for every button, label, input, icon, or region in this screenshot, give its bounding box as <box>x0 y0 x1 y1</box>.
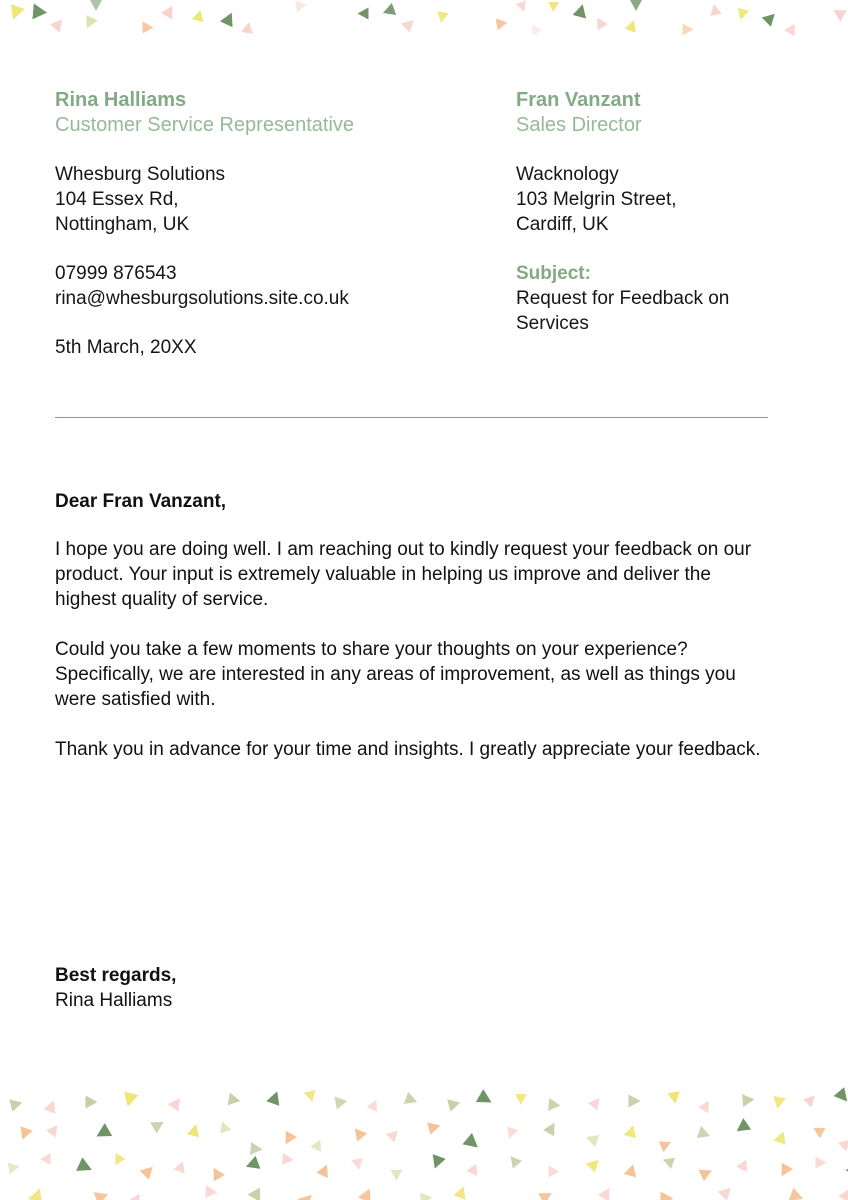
confetti-triangle <box>366 1097 382 1112</box>
recipient-title: Sales Director <box>516 114 642 136</box>
confetti-triangle <box>708 3 722 16</box>
confetti-triangle <box>50 15 68 33</box>
confetti-triangle <box>573 2 590 18</box>
sender-contact <box>55 261 485 311</box>
confetti-triangle <box>776 1163 793 1180</box>
recipient-block <box>516 88 768 336</box>
sender-email: rina@whesburgsolutions.site.co.uk <box>55 288 349 309</box>
confetti-triangle <box>241 21 255 34</box>
confetti-triangle <box>736 1157 752 1172</box>
confetti-triangle <box>697 1126 713 1142</box>
confetti-triangle <box>588 1094 604 1110</box>
confetti-triangle <box>28 1186 47 1200</box>
confetti-triangle <box>830 4 847 21</box>
confetti-triangle <box>9 1096 24 1112</box>
confetti-triangle <box>350 1124 368 1142</box>
confetti-triangle <box>304 1090 318 1104</box>
confetti-triangle <box>81 15 98 31</box>
confetti-triangle <box>358 8 369 20</box>
confetti-triangle <box>435 11 449 24</box>
confetti-triangle <box>506 1152 522 1168</box>
confetti-triangle <box>8 1161 21 1175</box>
confetti-triangle <box>773 1129 789 1145</box>
confetti-triangle <box>538 1187 555 1200</box>
confetti-triangle <box>533 25 543 36</box>
confetti-triangle <box>516 0 530 13</box>
confetti-triangle <box>735 8 749 22</box>
confetti-triangle <box>351 1158 365 1171</box>
confetti-triangle <box>334 1095 348 1110</box>
confetti-triangle <box>358 1186 376 1200</box>
confetti-triangle <box>816 1157 827 1169</box>
confetti-triangle <box>216 1119 231 1133</box>
recipient-address-line2: Cardiff, UK <box>516 214 609 235</box>
signature-name: Rina Halliams <box>55 990 173 1011</box>
confetti-triangle <box>810 1123 826 1139</box>
subject-label: Subject: <box>516 263 591 284</box>
confetti-triangle <box>168 1094 186 1111</box>
confetti-triangle <box>698 1165 714 1182</box>
confetti-triangle <box>192 9 206 23</box>
confetti-triangle <box>733 1118 752 1137</box>
confetti-triangle <box>187 1123 203 1138</box>
confetti-triangle <box>173 1159 188 1173</box>
confetti-triangle <box>624 1163 640 1178</box>
confetti-triangle <box>667 1091 682 1105</box>
confetti-triangle <box>718 1183 736 1200</box>
confetti-triangle <box>208 1165 225 1182</box>
confetti-triangle <box>243 1156 260 1174</box>
subject-block <box>516 261 768 336</box>
confetti-triangle <box>90 0 102 11</box>
confetti-triangle <box>310 1137 326 1152</box>
confetti-triangle <box>586 1155 604 1173</box>
confetti-triangle <box>46 1122 62 1138</box>
confetti-triangle <box>266 1089 284 1106</box>
recipient-address-line1: 103 Melgrin Street, <box>516 189 677 210</box>
recipient-name: Fran Vanzant <box>516 89 641 111</box>
confetti-triangle <box>844 1161 848 1177</box>
confetti-triangle <box>453 1184 469 1200</box>
confetti-triangle <box>496 17 509 31</box>
body-paragraph: Thank you in advance for your time and insights. I greatly appreciate your feedback. <box>55 739 761 760</box>
confetti-triangle <box>93 1123 113 1143</box>
confetti-triangle <box>624 1124 640 1139</box>
header-divider <box>55 417 768 418</box>
confetti-triangle <box>427 1119 442 1135</box>
signoff-block <box>55 963 176 1013</box>
greeting: Dear Fran Vanzant, <box>55 491 227 512</box>
confetti-triangle <box>548 2 559 12</box>
confetti-triangle <box>43 1098 59 1114</box>
confetti-triangle <box>683 24 694 36</box>
confetti-triangle <box>110 1153 126 1169</box>
body-paragraph: I hope you are doing well. I am reaching out to kindly request your feedback on our product. Your input is extremely valuable in helping us improve and deliver the highest quality of service. <box>55 539 752 610</box>
confetti-triangle <box>788 1188 805 1200</box>
confetti-triangle <box>698 1098 714 1114</box>
closing-text: Best regards, <box>55 965 177 986</box>
letter-body <box>55 489 761 787</box>
sender-address-line1: 104 Essex Rd, <box>55 189 179 210</box>
sender-title: Customer Service Representative <box>55 114 355 136</box>
confetti-triangle <box>205 1185 218 1199</box>
sender-address <box>55 162 485 237</box>
sender-address-line2: Nottingham, UK <box>55 214 190 235</box>
confetti-triangle <box>584 1131 600 1147</box>
confetti-triangle <box>280 1131 297 1148</box>
confetti-triangle <box>784 21 800 37</box>
confetti-triangle <box>503 1126 518 1140</box>
confetti-triangle <box>762 9 780 27</box>
confetti-triangle <box>771 1096 786 1110</box>
confetti-triangle <box>466 1161 482 1176</box>
confetti-triangle <box>6 4 25 22</box>
confetti-triangle <box>250 1142 263 1156</box>
confetti-triangle <box>624 18 639 32</box>
confetti-triangle <box>838 1186 848 1200</box>
confetti-triangle <box>161 3 178 20</box>
confetti-triangle <box>598 1185 615 1200</box>
confetti-triangle <box>833 1087 848 1106</box>
confetti-triangle <box>592 15 608 31</box>
confetti-triangle <box>447 1096 462 1112</box>
confetti-triangle <box>76 1157 95 1177</box>
confetti-triangle <box>462 1133 482 1153</box>
confetti-triangle <box>476 1089 496 1109</box>
subject-text: Request for Feedback on Services <box>516 288 730 334</box>
confetti-triangle <box>658 1137 673 1153</box>
confetti-triangle <box>40 1150 56 1166</box>
sender-name: Rina Halliams <box>55 89 187 111</box>
confetti-triangle <box>143 22 154 34</box>
confetti-triangle <box>515 1094 527 1105</box>
confetti-triangle <box>86 1096 98 1109</box>
body-paragraph: Could you take a few moments to share your thoughts on your experience? Specifically, we are interested in any areas of improvement, as well as things you were satisfied with. <box>55 639 736 710</box>
confetti-triangle <box>629 1095 641 1108</box>
confetti-triangle <box>390 1165 406 1181</box>
confetti-triangle <box>16 1126 32 1142</box>
confetti-triangle <box>838 1135 848 1151</box>
confetti-triangle <box>630 0 642 11</box>
confetti-triangle <box>386 1126 402 1142</box>
confetti-triangle <box>419 1191 433 1200</box>
confetti-triangle <box>291 0 306 14</box>
confetti-triangle <box>150 1116 167 1133</box>
sender-phone: 07999 876543 <box>55 263 177 284</box>
confetti-triangle <box>282 1153 294 1166</box>
confetti-triangle <box>742 1093 755 1107</box>
confetti-triangle <box>93 1188 110 1200</box>
confetti-triangle <box>401 15 419 33</box>
sender-company: Whesburg Solutions <box>55 164 226 185</box>
confetti-triangle <box>543 1120 560 1137</box>
confetti-triangle <box>120 1091 138 1108</box>
confetti-triangle <box>140 1162 158 1180</box>
confetti-triangle <box>661 1154 675 1169</box>
confetti-triangle <box>32 3 47 20</box>
confetti-triangle <box>661 1192 674 1200</box>
confetti-triangle <box>297 1190 316 1200</box>
confetti-triangle <box>227 1093 241 1108</box>
confetti-triangle <box>220 10 238 28</box>
recipient-company: Wacknology <box>516 164 619 185</box>
confetti-triangle <box>803 1091 819 1107</box>
confetti-triangle <box>316 1162 333 1178</box>
confetti-triangle <box>404 1092 420 1108</box>
recipient-address <box>516 162 768 237</box>
confetti-triangle <box>548 1098 561 1112</box>
confetti-triangle <box>381 3 397 19</box>
confetti-triangle <box>128 1191 145 1200</box>
sender-block <box>55 88 485 360</box>
confetti-triangle <box>428 1154 446 1171</box>
letter-date: 5th March, 20XX <box>55 337 197 358</box>
confetti-triangle <box>549 1166 560 1178</box>
confetti-triangle <box>248 1187 267 1200</box>
